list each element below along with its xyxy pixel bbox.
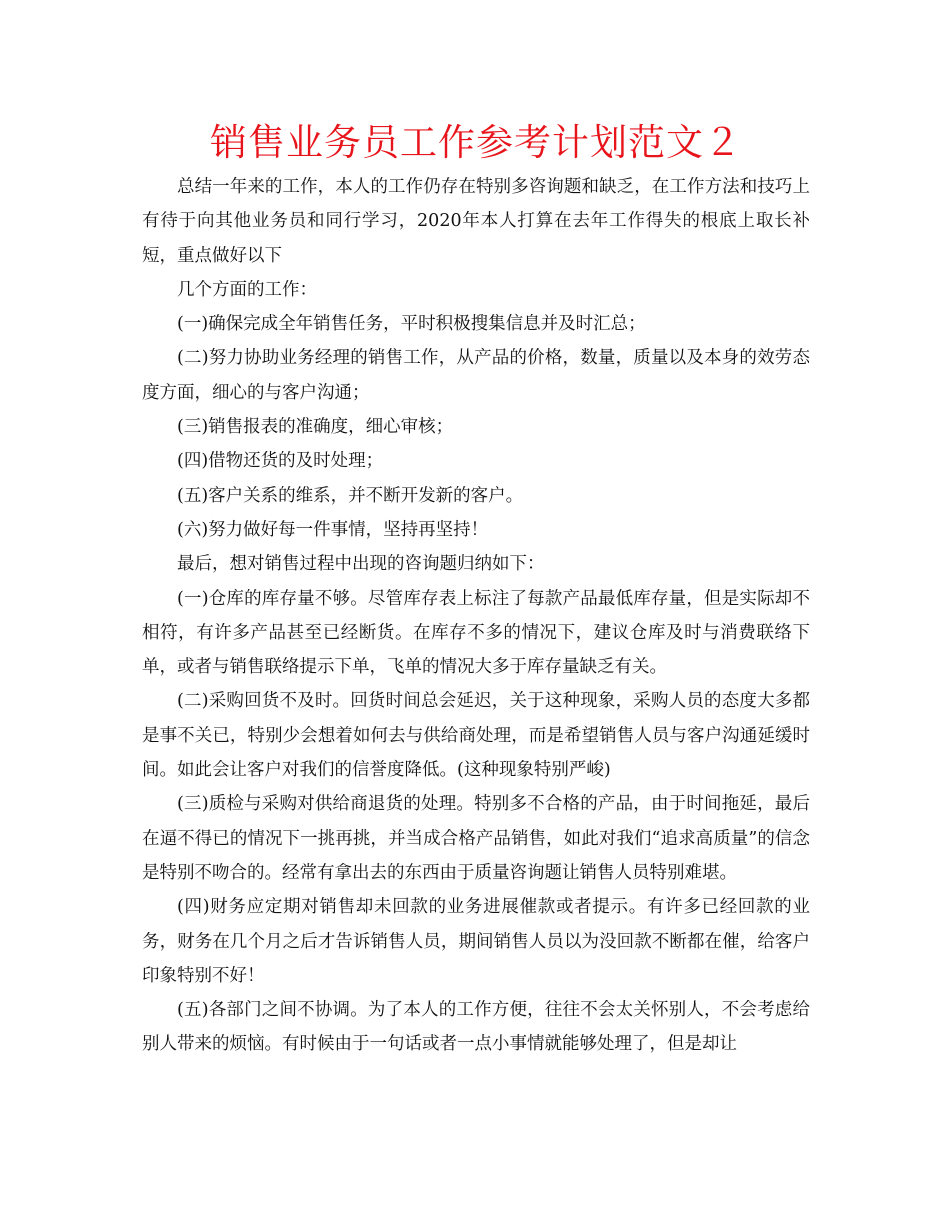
paragraph: (六)努力做好每一件事情，坚持再坚持！ xyxy=(177,519,489,540)
paragraph: (一)仓库的库存量不够。尽管库存表上标注了每款产品最低库存量，但是实际却不相符，有许多产品甚至已经断货。在库存不多的情况下，建议仓库及时与消费联络下单，或者与销售联络提示下单，飞单的情况大多于库存量缺乏有关。 xyxy=(142,588,810,678)
paragraph: (三)销售报表的准确度，细心审核； xyxy=(177,417,454,438)
paragraph: (二)努力协助业务经理的销售工作，从产品的价格，数量，质量以及本身的效劳态度方面，细心的与客户沟通； xyxy=(142,348,810,403)
paragraph: (五)客户关系的维系，并不断开发新的客户。 xyxy=(177,485,524,506)
paragraph: (二)采购回货不及时。回货时间总会延迟，关于这种现象，采购人员的态度大多都是事不关已，特别少会想着如何去与供给商处理，而是希望销售人员与客户沟通延缓时间。如此会让客户对我们的信誉度降低。(这种现象特别严峻) xyxy=(142,691,810,781)
paragraph: 总结一年来的工作，本人的工作仍存在特别多咨询题和缺乏，在工作方法和技巧上有待于向其他业务员和同行学习，2020年本人打算在去年工作得失的根底上取长补短，重点做好以下 xyxy=(142,177,810,266)
paragraph: (四)财务应定期对销售却未回款的业务进展催款或者提示。有许多已经回款的业务，财务在几个月之后才告诉销售人员，期间销售人员以为没回款不断都在催，给客户印象特别不好！ xyxy=(142,897,810,986)
paragraph: 几个方面的工作： xyxy=(177,279,317,300)
paragraph: (五)各部门之间不协调。为了本人的工作方便，往往不会太关怀别人，不会考虑给别人带来的烦恼。有时候由于一句话或者一点小事情就能够处理了，但是却让 xyxy=(142,1000,810,1055)
paragraph: (一)确保完成全年销售任务，平时积极搜集信息并及时汇总； xyxy=(177,314,646,335)
paragraph: (三)质检与采购对供给商退货的处理。特别多不合格的产品，由于时间拖延，最后在逼不得已的情况下一挑再挑，并当成合格产品销售，如此对我们“追求高质量”的信念是特别不吻合的。经常有拿出去的东西由于质量咨询题让销售人员特别难堪。 xyxy=(142,794,810,883)
document-body xyxy=(142,170,810,1062)
paragraph: (四)借物还货的及时处理； xyxy=(177,451,384,472)
paragraph: 最后，想对销售过程中出现的咨询题归纳如下： xyxy=(177,554,545,575)
document-title: 销售业务员工作参考计划范文２ xyxy=(210,121,742,164)
